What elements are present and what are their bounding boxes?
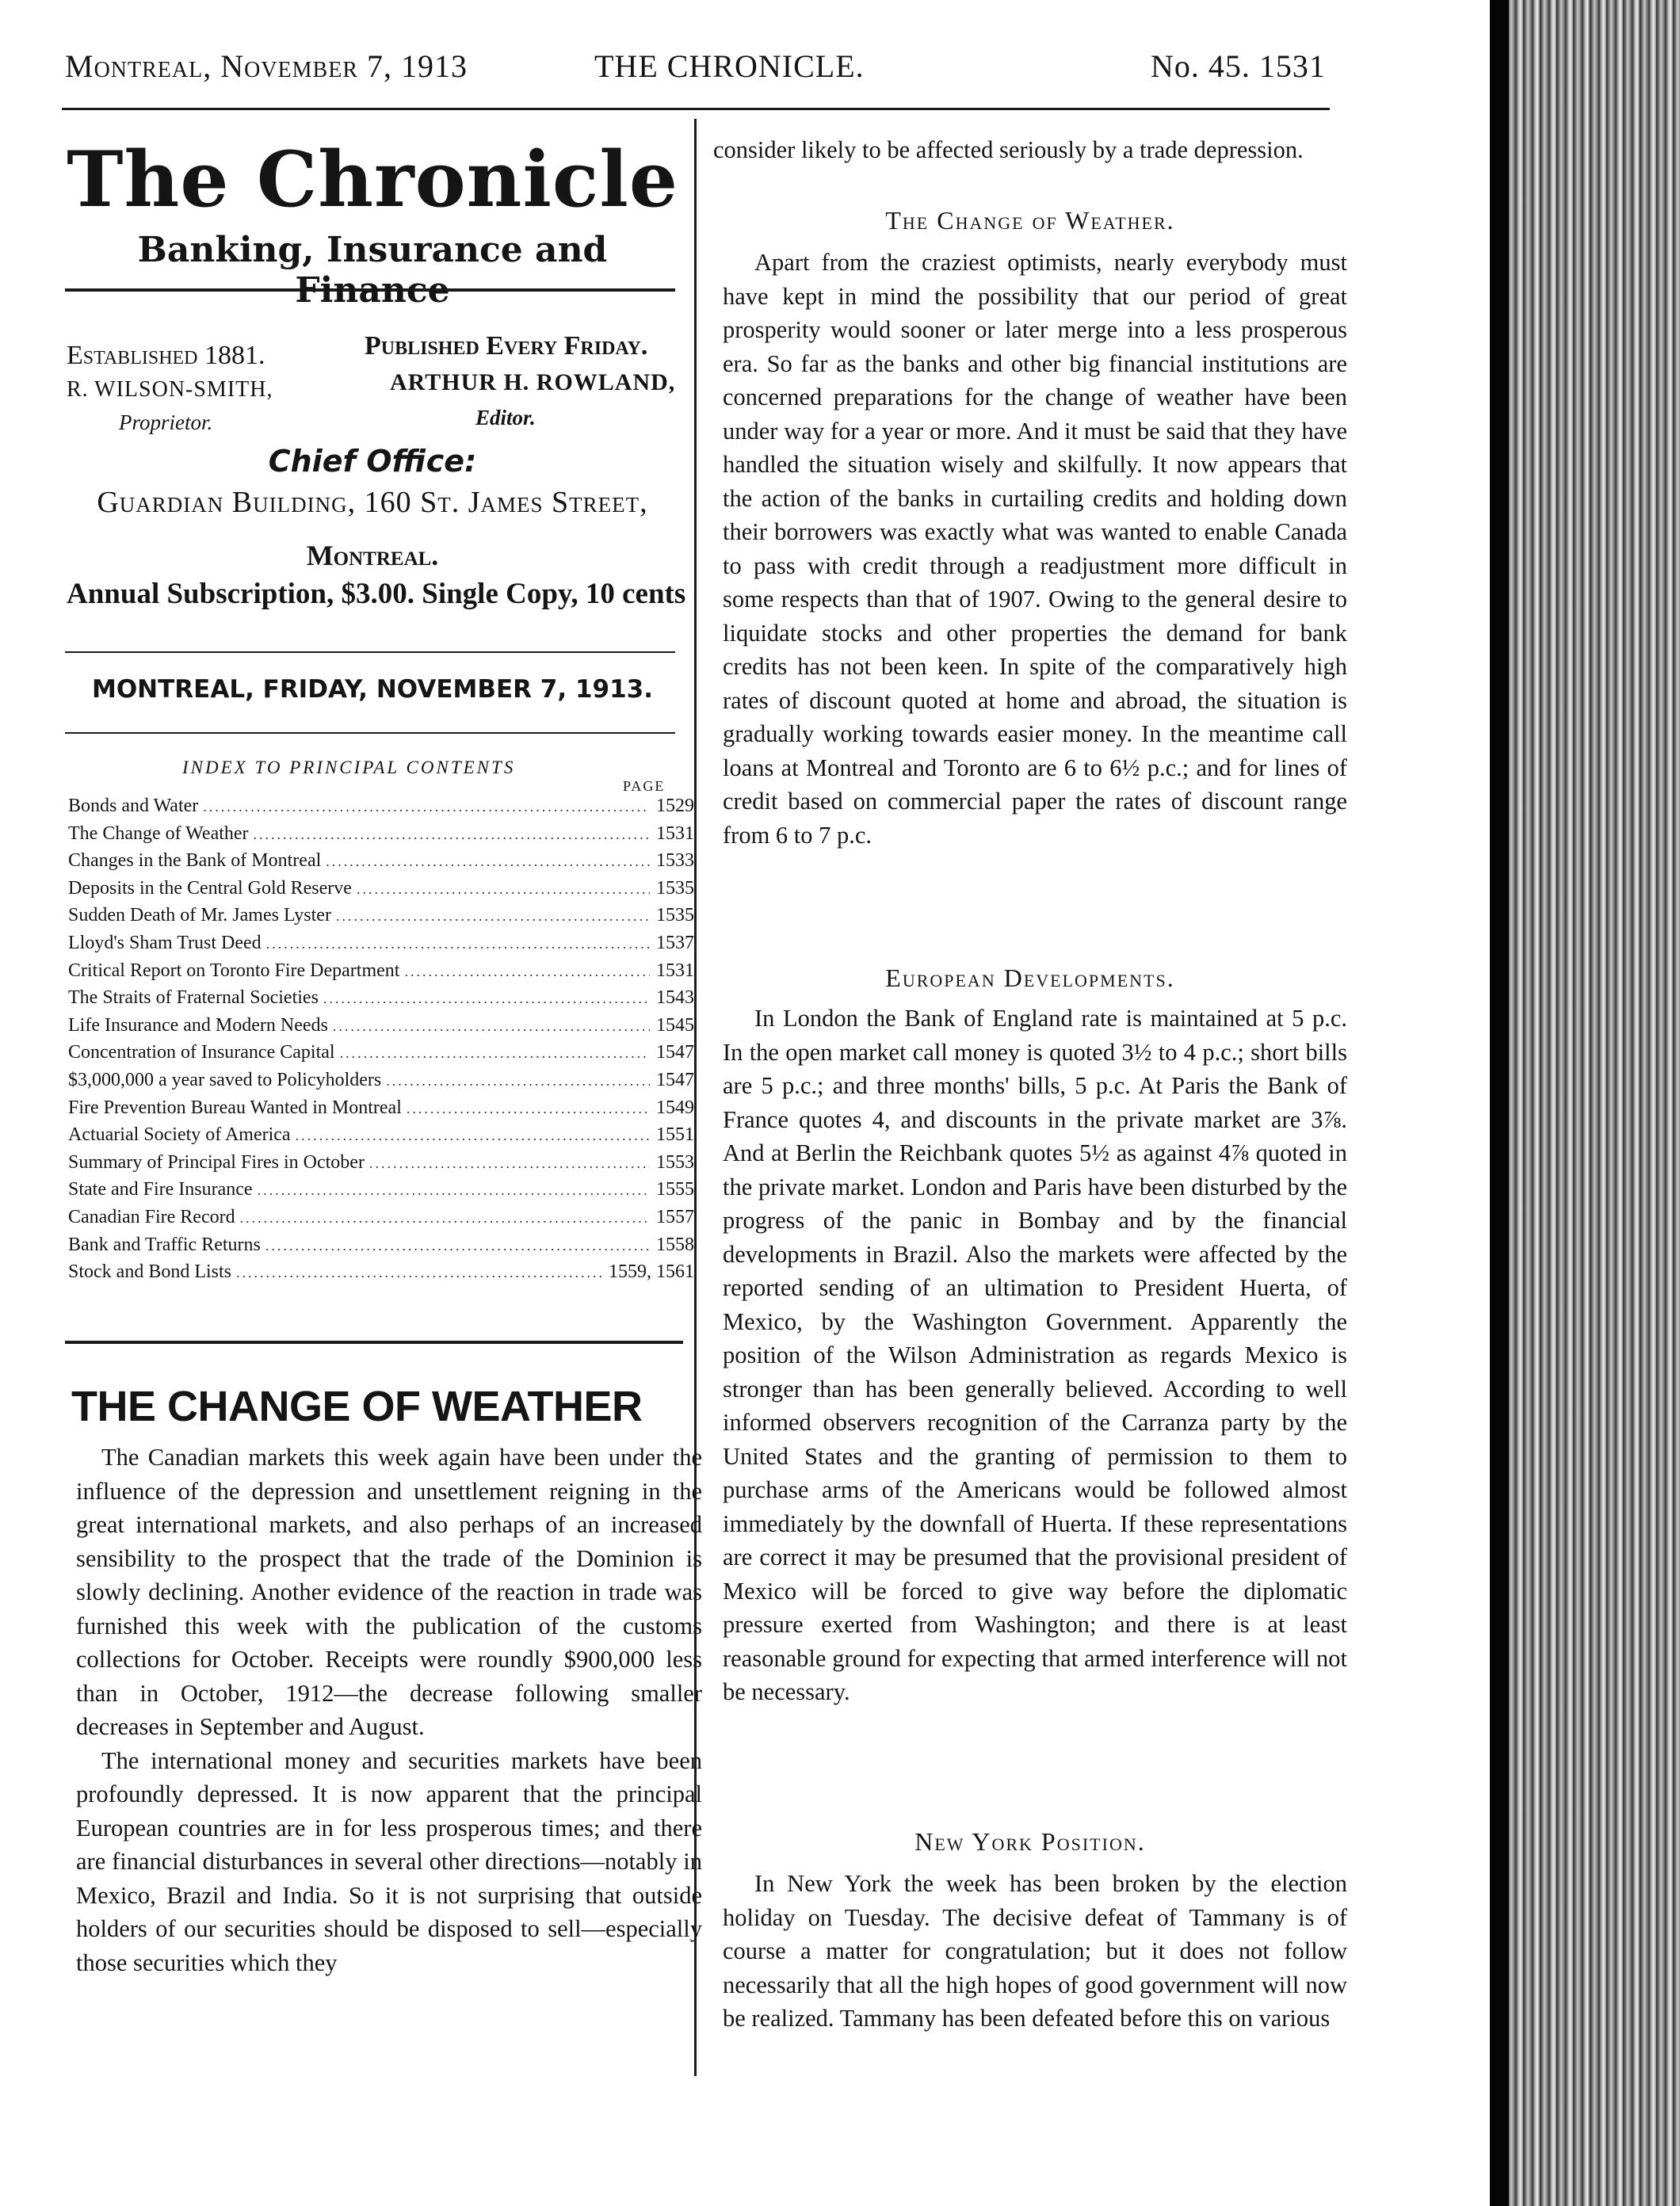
index-item: [68, 878, 694, 906]
index-item: [68, 1235, 694, 1262]
index-leader-dots: [357, 881, 650, 898]
index-leader-dots: [323, 990, 650, 1007]
index-leader-dots: [386, 1073, 650, 1090]
index-heading: INDEX TO PRINCIPAL CONTENTS: [182, 758, 516, 777]
index-item-page: 1535: [656, 905, 694, 926]
dateline: MONTREAL, FRIDAY, NOVEMBER 7, 1913.: [91, 675, 654, 704]
article-continuation: [713, 133, 1347, 167]
index-item: [68, 823, 694, 851]
editor-name: ARTHUR H. ROWLAND,: [390, 369, 676, 395]
index-leader-dots: [236, 1265, 602, 1281]
established-line: Established 1881.: [67, 341, 265, 370]
index-item-page: 1531: [656, 960, 694, 981]
office-title: Chief Office:: [268, 444, 477, 479]
index-item: [68, 987, 694, 1015]
index-page-header: PAGE: [623, 778, 666, 794]
article-paragraph: The international money and securities markets have been profoundly depressed. It is now apparent that the principal European countries are in for less prosperous times; and there are financial disturbances in several other directions—notably in Mexico, Brazil and India. So it is not surprising that outside holders of our securities should be disposed to sell—especially those securities which they: [76, 1746, 702, 1976]
continuation-text: consider likely to be affected seriously by a trade depression.: [713, 136, 1304, 163]
dateline-rule: [65, 732, 675, 734]
index-item: [68, 1207, 694, 1235]
index-item: [68, 1152, 694, 1180]
index-item-title: Changes in the Bank of Montreal: [68, 850, 322, 872]
section-paragraph: In New York the week has been broken by the election holiday on Tuesday. The decisive defeat of Tammany is of course a matter for congratulation; but it does not follow necessarily that all the high hopes of good government will now be realized. Tammany has been defeated before this on various: [723, 1870, 1347, 2032]
index-item: [68, 850, 694, 878]
index-leader-dots: [258, 1182, 650, 1199]
index-leader-dots: [369, 1155, 650, 1172]
index-item: [68, 905, 694, 933]
index-item-page: 1559, 1561: [609, 1261, 694, 1283]
index-leader-dots: [336, 908, 650, 925]
index-item: [68, 1097, 694, 1125]
index-leader-dots: [266, 936, 650, 952]
index-item: [68, 1042, 694, 1070]
index-item-title: Deposits in the Central Gold Reserve: [68, 877, 352, 899]
index-item-page: 1549: [656, 1097, 694, 1118]
index-item-title: Actuarial Society of America: [68, 1124, 291, 1146]
index-leader-dots: [404, 964, 650, 980]
index-item-title: Critical Report on Toronto Fire Department: [68, 960, 400, 981]
index-item-title: Bonds and Water: [68, 796, 199, 816]
header-rule: [62, 108, 1330, 110]
index-leader-dots: [340, 1045, 650, 1062]
index-list: [68, 796, 694, 1289]
section-body: [723, 1867, 1347, 2036]
masthead-subtitle: Banking, Insurance and Finance: [137, 230, 608, 311]
index-leader-dots: [265, 1238, 650, 1254]
index-item-title: Lloyd's Sham Trust Deed: [68, 932, 262, 953]
index-item-page: 1531: [656, 822, 694, 844]
index-item-title: Summary of Principal Fires in October: [68, 1151, 365, 1173]
index-item-page: 1557: [656, 1206, 694, 1227]
article-paragraph: The Canadian markets this week again have been under the influence of the depression and unsettlement reigning in the great international markets, and also perhaps of an increased sensibility to the prospect that the trade of the Dominion is slowly declining. Another evidence of the reaction in trade was furnished this week with the publication of the customs collections for October. Receipts were roundly $900,000 less than in October, 1912—the decrease following smaller decreases in September and August.: [76, 1444, 702, 1740]
index-item-page: 1535: [656, 877, 694, 899]
section-paragraph: Apart from the craziest optimists, nearly everybody must have kept in mind the possibility that our period of great prosperity would sooner or later merge into a less prosperous era. So far as the banks and other big financial institutions are concerned preparations for the change of weather have been under way for a year or more. And it must be said that they have handled the situation wisely and skilfully. It now appears that the action of the banks in curtailing credits and holding down their borrowers was exactly what was wanted to enable Canada to pass with credit through a readjustment more difficult in some respects than that of 1907. Owing to the general desire to liquidate stocks and other properties the demand for bank credits has not been keen. In spite of the comparatively high rates of discount quoted at home and abroad, the situation is gradually working towards easier money. In the meantime call loans at Montreal and Toronto are 6 to 6½ p.c.; and for lines of credit based on commercial paper the rates of discount range from 6 to 7 p.c.: [723, 249, 1347, 849]
index-leader-dots: [203, 799, 650, 815]
index-item-page: 1553: [656, 1151, 694, 1173]
running-header-date: Montreal, November 7, 1913: [65, 48, 468, 84]
index-item-page: 1537: [656, 932, 694, 953]
proprietor-role: Proprietor.: [119, 410, 213, 434]
index-item-title: The Straits of Fraternal Societies: [68, 987, 319, 1009]
section-body: [723, 246, 1347, 852]
index-item-title: The Change of Weather: [68, 822, 249, 844]
index-item-page: 1558: [656, 1234, 694, 1255]
running-header-number: No. 45. 1531: [1151, 48, 1326, 84]
office-address: Guardian Building, 160 St. James Street,: [97, 486, 648, 519]
index-leader-dots: [296, 1128, 650, 1144]
office-city: Montreal.: [306, 540, 439, 571]
index-item-page: 1547: [656, 1069, 694, 1090]
article-left-body: [76, 1441, 702, 1979]
index-item: [68, 796, 694, 823]
section-heading: The Change of Weather.: [885, 206, 1175, 235]
published-line: Published Every Friday.: [365, 331, 648, 361]
index-item-page: 1555: [656, 1179, 694, 1200]
index-item-title: Bank and Traffic Returns: [68, 1234, 261, 1255]
index-item-title: Life Insurance and Modern Needs: [68, 1014, 328, 1036]
section-heading: European Developments.: [885, 964, 1175, 992]
subscription-line: Annual Subscription, $3.00. Single Copy, 10 cents: [67, 578, 686, 610]
index-item-page: 1545: [656, 1014, 694, 1036]
index-item-title: State and Fire Insurance: [68, 1179, 253, 1200]
index-item-page: 1543: [656, 987, 694, 1009]
section-paragraph: In London the Bank of England rate is maintained at 5 p.c. In the open market call money is quoted 3½ to 4 p.c.; short bills are 5 p.c.; and three months' bills, 5 p.c. At Paris the Bank of France quotes 4, and discounts in the private market are 3⅞. And at Berlin the Reichbank quotes 5½ as against 4⅞ quoted in the private market. London and Paris have been disturbed by the progress of the panic in Bombay and by the financial developments in Brazil. Also the markets were affected by the reported sending of an ultimation to President Huerta, of Mexico, by the Washington Government. Apparently the position of the Wilson Administration as regards Mexico is stronger than has been generally believed. According to well informed observers recognition of the Carranza party by the United States and the granting of permission to them to purchase arms of the Americans would be followed almost immediately by the downfall of Huerta. If these representations are correct it may be presumed that the provisional president of Mexico will be forced to give way before the diplomatic pressure exerted from Washington; and there is at least reasonable ground for expecting that armed interference will not be necessary.: [723, 1005, 1347, 1705]
index-item-title: Stock and Bond Lists: [68, 1261, 232, 1283]
masthead-title: The Chronicle: [67, 135, 678, 224]
index-item: [68, 1179, 694, 1207]
index-item-page: 1533: [656, 850, 694, 872]
index-item-page: 1547: [656, 1042, 694, 1063]
index-item-title: $3,000,000 a year saved to Policyholders: [68, 1069, 382, 1090]
index-leader-dots: [407, 1101, 650, 1117]
section-body: [723, 1002, 1347, 1709]
index-item: [68, 1124, 694, 1152]
index-item: [68, 1261, 694, 1289]
index-item-title: Concentration of Insurance Capital: [68, 1042, 335, 1063]
index-leader-dots: [254, 826, 650, 843]
article-headline: THE CHANGE OF WEATHER: [71, 1383, 643, 1430]
proprietor-name: R. WILSON-SMITH,: [67, 377, 273, 402]
index-leader-dots: [240, 1210, 650, 1227]
index-item: [68, 933, 694, 960]
section-heading: New York Position.: [914, 1827, 1146, 1856]
index-item-page: 1551: [656, 1124, 694, 1146]
index-item-title: Sudden Death of Mr. James Lyster: [68, 905, 331, 926]
index-item: [68, 1015, 694, 1043]
index-item-title: Canadian Fire Record: [68, 1206, 235, 1227]
index-leader-dots: [326, 853, 650, 870]
index-leader-dots: [333, 1018, 650, 1035]
editor-role: Editor.: [475, 406, 536, 429]
running-header-title: THE CHRONICLE.: [594, 48, 865, 84]
book-page-edge: [1490, 0, 1680, 2206]
index-item: [68, 1070, 694, 1097]
index-item-page: 1529: [656, 796, 694, 816]
subscription-rule: [65, 651, 675, 653]
index-item: [68, 960, 694, 988]
index-item-title: Fire Prevention Bureau Wanted in Montreal: [68, 1097, 402, 1118]
index-rule: [65, 1341, 683, 1344]
